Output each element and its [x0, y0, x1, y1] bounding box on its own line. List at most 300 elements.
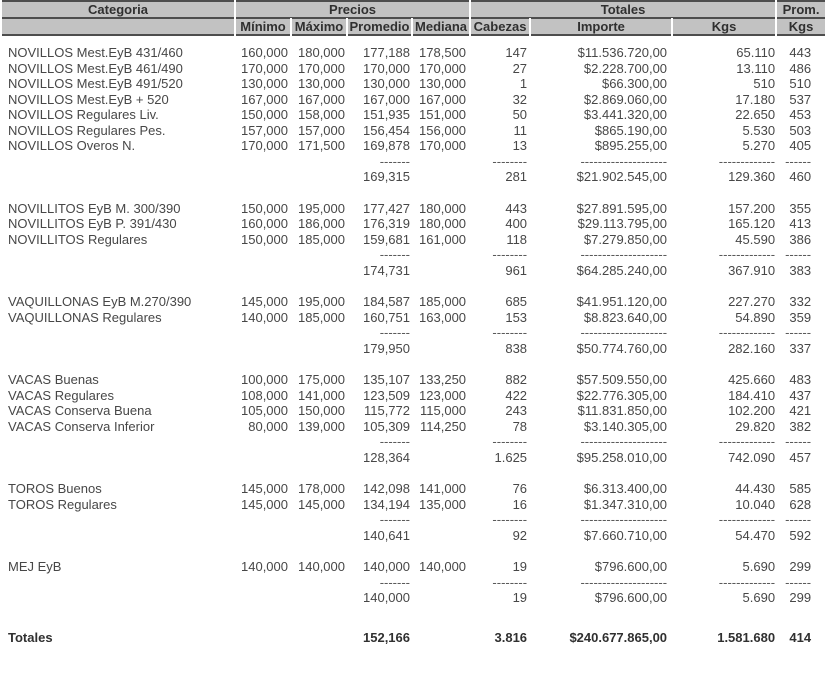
dash-prom_kgs: ------ — [785, 434, 812, 449]
dash-kgs: ------------- — [718, 434, 776, 449]
subtotal-kgs: 129.360 — [728, 169, 776, 184]
header-totales: Totales — [471, 0, 775, 18]
cell-categoria: VACAS Regulares — [8, 387, 114, 403]
cell-prom_kgs: 585 — [789, 481, 812, 496]
subtotal-promedio: 169,315 — [363, 169, 410, 184]
cell-mediana: 130,000 — [419, 76, 467, 91]
cell-importe: $11.831.850,00 — [577, 403, 668, 418]
header-precios: Precios — [236, 0, 469, 18]
dash-cabezas: -------- — [492, 434, 528, 449]
cell-minimo: 145,000 — [241, 294, 288, 309]
cell-categoria: TOROS Buenos — [8, 481, 102, 496]
cell-importe: $6.313.400,00 — [583, 481, 668, 496]
header-kgs: Kgs — [673, 18, 775, 36]
cell-maximo: 157,000 — [298, 122, 345, 138]
total-maximo — [292, 630, 346, 646]
dash-prom_kgs: ------ — [785, 574, 812, 590]
cell-importe: $895.255,00 — [594, 138, 668, 153]
cell-mediana: 133,250 — [419, 372, 467, 387]
dash-kgs: ------------- — [718, 574, 776, 590]
header-prom: Prom. — [777, 0, 825, 18]
table-row — [2, 107, 825, 123]
dash-cabezas: -------- — [492, 325, 528, 340]
cell-promedio: 142,098 — [363, 481, 410, 496]
cell-cabezas: 685 — [505, 294, 528, 309]
subtotal-kgs: 742.090 — [728, 449, 776, 465]
subtotal-minimo — [236, 169, 290, 185]
cell-categoria — [2, 325, 234, 341]
header-gap-row — [2, 36, 825, 45]
table-row — [2, 310, 825, 326]
subtotal-mediana — [413, 590, 469, 606]
spacer-cell — [2, 543, 825, 559]
cell-cabezas: 422 — [505, 387, 528, 403]
table-row — [2, 123, 825, 139]
cell-kgs: 10.040 — [735, 496, 776, 512]
cell-cabezas: 1 — [519, 76, 528, 91]
section-gap-row — [2, 356, 825, 372]
spacer-cell — [2, 606, 825, 622]
subtotal-row — [2, 341, 825, 357]
cell-promedio: 130,000 — [363, 76, 410, 91]
cell-prom_kgs: 421 — [789, 403, 812, 418]
cell-promedio: 105,309 — [363, 418, 410, 434]
dash-mediana — [413, 247, 469, 263]
cell-maximo: 139,000 — [298, 418, 345, 434]
header-maximo: Máximo — [292, 18, 346, 36]
spacer-cell — [2, 36, 825, 45]
table-row — [2, 419, 825, 435]
cell-promedio: 170,000 — [363, 60, 410, 76]
subtotal-importe: $7.660.710,00 — [583, 527, 668, 543]
dash-mediana — [413, 154, 469, 170]
cell-minimo: 160,000 — [241, 216, 288, 231]
cell-kgs: 45.590 — [735, 231, 776, 247]
dashes-row — [2, 575, 825, 591]
cell-cabezas: 13 — [512, 138, 528, 153]
cell-categoria — [2, 169, 234, 185]
table-row — [2, 403, 825, 419]
cell-categoria: NOVILLOS Mest.EyB 491/520 — [8, 76, 183, 91]
dash-prom_kgs: ------ — [785, 325, 812, 340]
cell-importe: $8.823.640,00 — [583, 309, 668, 325]
cell-minimo: 170,000 — [241, 60, 288, 76]
subtotal-prom_kgs: 337 — [789, 340, 812, 356]
cell-cabezas: 78 — [512, 418, 528, 434]
subtotal-minimo — [236, 341, 290, 357]
dash-maximo — [292, 154, 346, 170]
cell-importe: $3.441.320,00 — [583, 107, 668, 122]
cell-mediana: 180,000 — [419, 216, 467, 231]
cell-minimo: 150,000 — [241, 107, 288, 122]
subtotal-maximo — [292, 450, 346, 466]
dash-importe: -------------------- — [580, 325, 668, 340]
cell-categoria: VACAS Buenas — [8, 372, 99, 387]
cell-cabezas: 76 — [512, 481, 528, 496]
cell-importe: $66.300,00 — [601, 76, 668, 91]
table-row — [2, 201, 825, 217]
subtotal-row — [2, 450, 825, 466]
cell-importe: $29.113.795,00 — [577, 216, 668, 231]
header-prom-kgs: Kgs — [777, 18, 825, 36]
subtotal-maximo — [292, 341, 346, 357]
cell-categoria — [2, 434, 234, 450]
cell-minimo: 140,000 — [241, 309, 288, 325]
dash-promedio: ------- — [379, 512, 410, 527]
total-prom_kgs: 414 — [789, 629, 812, 645]
subtotal-mediana — [413, 169, 469, 185]
spacer-cell — [2, 465, 825, 481]
cell-maximo: 150,000 — [298, 403, 345, 418]
cell-mediana: 170,000 — [419, 60, 467, 76]
cell-maximo: 145,000 — [298, 496, 345, 512]
cell-mediana: 114,250 — [420, 418, 467, 434]
cell-cabezas: 147 — [505, 45, 528, 60]
dash-kgs: ------------- — [718, 153, 776, 169]
cell-prom_kgs: 537 — [789, 91, 812, 107]
table-row — [2, 388, 825, 404]
subtotal-row — [2, 528, 825, 544]
cell-importe: $1.347.310,00 — [583, 496, 668, 512]
header-categoria: Categoria — [2, 0, 234, 18]
dash-kgs: ------------- — [718, 512, 776, 527]
cell-mediana: 115,000 — [420, 403, 467, 418]
cell-prom_kgs: 382 — [789, 418, 812, 434]
subtotal-cabezas: 281 — [505, 169, 528, 184]
cell-promedio: 176,319 — [363, 216, 410, 231]
cell-categoria — [2, 341, 234, 357]
cell-kgs: 227.270 — [728, 294, 776, 309]
subtotal-row — [2, 169, 825, 185]
cell-importe: $865.190,00 — [594, 122, 668, 138]
cell-mediana: 135,000 — [419, 496, 467, 512]
cell-maximo: 175,000 — [298, 372, 345, 387]
cell-promedio: 156,454 — [363, 122, 410, 138]
cell-kgs: 425.660 — [728, 372, 776, 387]
cell-categoria — [2, 528, 234, 544]
cell-categoria — [2, 512, 234, 528]
cell-cabezas: 16 — [512, 496, 528, 512]
subtotal-cabezas: 1.625 — [494, 449, 528, 465]
cell-mediana: 180,000 — [419, 200, 467, 216]
dash-promedio: ------- — [379, 574, 410, 590]
dash-mediana — [413, 434, 469, 450]
subtotal-cabezas: 19 — [512, 590, 528, 605]
table-row — [2, 559, 825, 575]
cell-cabezas: 19 — [512, 559, 528, 574]
cell-promedio: 177,427 — [363, 200, 410, 216]
dash-maximo — [292, 434, 346, 450]
table-row — [2, 481, 825, 497]
subtotal-importe: $95.258.010,00 — [576, 449, 668, 465]
cell-prom_kgs: 483 — [789, 372, 812, 387]
total-mediana — [413, 630, 469, 646]
cell-promedio: 135,107 — [363, 372, 410, 387]
cell-minimo: 145,000 — [241, 481, 288, 496]
cell-cabezas: 400 — [505, 216, 528, 231]
cell-kgs: 13.110 — [736, 60, 776, 76]
cell-prom_kgs: 299 — [789, 559, 812, 574]
spacer-cell — [2, 278, 825, 294]
cell-importe: $11.536.720,00 — [577, 45, 668, 60]
cell-minimo: 150,000 — [241, 200, 288, 216]
dash-minimo — [236, 325, 290, 341]
cell-maximo: 195,000 — [298, 200, 345, 216]
cell-promedio: 184,587 — [363, 294, 410, 309]
dash-mediana — [413, 575, 469, 591]
cell-importe: $41.951.120,00 — [576, 294, 668, 309]
cell-mediana: 140,000 — [419, 559, 467, 574]
subtotal-row — [2, 263, 825, 279]
subtotal-mediana — [413, 341, 469, 357]
dash-prom_kgs: ------ — [785, 247, 812, 262]
subtotal-minimo — [236, 590, 290, 606]
cell-minimo: 140,000 — [241, 559, 288, 574]
cell-categoria — [2, 247, 234, 263]
dash-mediana — [413, 512, 469, 528]
dash-promedio: ------- — [379, 434, 410, 449]
cell-kgs: 54.890 — [735, 309, 776, 325]
cell-categoria: VAQUILLONAS EyB M.270/390 — [8, 294, 192, 309]
cell-prom_kgs: 359 — [789, 309, 812, 325]
pretotal-gap-row — [2, 622, 825, 630]
cell-minimo: 150,000 — [241, 231, 288, 247]
cell-minimo: 105,000 — [241, 403, 288, 418]
cell-minimo: 157,000 — [241, 122, 288, 138]
dash-importe: -------------------- — [580, 434, 668, 449]
subtotal-maximo — [292, 528, 346, 544]
cell-importe: $796.600,00 — [594, 559, 668, 574]
cell-categoria — [2, 263, 234, 279]
cell-maximo: 130,000 — [298, 76, 345, 91]
cell-minimo: 145,000 — [241, 496, 288, 512]
subtotal-prom_kgs: 460 — [789, 169, 812, 184]
cell-maximo: 178,000 — [298, 481, 345, 496]
dash-minimo — [236, 575, 290, 591]
cell-maximo: 140,000 — [298, 559, 345, 574]
cell-promedio: 115,772 — [363, 403, 410, 418]
header-cabezas: Cabezas — [471, 18, 529, 36]
subtotal-minimo — [236, 450, 290, 466]
cell-importe: $2.228.700,00 — [583, 60, 668, 76]
cell-importe: $22.776.305,00 — [576, 387, 668, 403]
subtotal-prom_kgs: 383 — [789, 262, 812, 278]
spacer-cell — [2, 356, 825, 372]
dash-minimo — [236, 154, 290, 170]
dashes-row — [2, 434, 825, 450]
cell-importe: $57.509.550,00 — [576, 372, 668, 387]
subtotal-cabezas: 838 — [505, 340, 528, 356]
subtotal-maximo — [292, 169, 346, 185]
totals-label: Totales — [8, 629, 53, 645]
cell-cabezas: 27 — [512, 60, 528, 76]
cell-mediana: 151,000 — [419, 107, 467, 122]
total-promedio: 152,166 — [363, 629, 410, 645]
cell-cabezas: 243 — [505, 403, 528, 418]
header-categoria-spacer — [2, 18, 234, 36]
total-cabezas: 3.816 — [494, 629, 528, 645]
section-gap-row — [2, 278, 825, 294]
cell-cabezas: 153 — [505, 309, 528, 325]
dash-cabezas: -------- — [492, 574, 528, 590]
cell-cabezas: 118 — [506, 231, 528, 247]
cell-mediana: 170,000 — [419, 138, 467, 153]
cell-prom_kgs: 355 — [789, 200, 812, 216]
cell-maximo: 185,000 — [298, 231, 345, 247]
header-minimo: Mínimo — [236, 18, 290, 36]
subtotal-kgs: 54.470 — [735, 527, 776, 543]
cell-mediana: 156,000 — [419, 122, 467, 138]
cell-categoria: VACAS Conserva Buena — [8, 403, 152, 418]
cell-mediana: 178,500 — [419, 45, 467, 60]
table-row — [2, 216, 825, 232]
cell-categoria — [2, 154, 234, 170]
subtotal-cabezas: 92 — [512, 527, 528, 543]
cell-importe: $27.891.595,00 — [576, 200, 668, 216]
table-body — [2, 36, 825, 645]
dash-mediana — [413, 325, 469, 341]
spacer-cell — [2, 622, 825, 630]
header-group-row — [2, 0, 825, 18]
dash-importe: -------------------- — [580, 574, 668, 590]
cell-categoria — [2, 590, 234, 606]
totals-row — [2, 630, 825, 646]
cell-categoria — [2, 450, 234, 466]
cell-categoria: NOVILLOS Mest.EyB 461/490 — [8, 60, 183, 76]
cell-kgs: 165.120 — [728, 216, 776, 231]
cell-cabezas: 50 — [512, 107, 528, 122]
dash-cabezas: -------- — [492, 153, 528, 169]
cell-cabezas: 443 — [505, 200, 528, 216]
subtotal-mediana — [413, 528, 469, 544]
dash-cabezas: -------- — [492, 512, 528, 527]
cell-mediana: 167,000 — [419, 91, 467, 107]
cell-prom_kgs: 628 — [789, 496, 812, 512]
cell-maximo: 141,000 — [298, 387, 345, 403]
subtotal-importe: $50.774.760,00 — [576, 340, 668, 356]
cell-minimo: 108,000 — [241, 387, 288, 403]
total-kgs: 1.581.680 — [717, 629, 776, 645]
dash-minimo — [236, 512, 290, 528]
cell-prom_kgs: 405 — [789, 138, 812, 153]
section-gap-row — [2, 543, 825, 559]
cell-prom_kgs: 510 — [789, 76, 812, 91]
dash-importe: -------------------- — [580, 247, 668, 262]
subtotal-promedio: 140,641 — [363, 527, 410, 543]
dashes-row — [2, 512, 825, 528]
subtotal-promedio: 174,731 — [363, 262, 410, 278]
cell-importe: $2.869.060,00 — [583, 91, 668, 107]
cell-kgs: 5.270 — [742, 138, 776, 153]
table-row — [2, 372, 825, 388]
header-sub-row — [2, 18, 825, 36]
cell-prom_kgs: 503 — [789, 122, 812, 138]
subtotal-importe: $21.902.545,00 — [576, 169, 668, 184]
dashes-row — [2, 247, 825, 263]
cell-cabezas: 32 — [512, 91, 528, 107]
cell-minimo: 80,000 — [248, 418, 288, 434]
table-row — [2, 294, 825, 310]
cell-prom_kgs: 332 — [789, 294, 812, 309]
cell-prom_kgs: 443 — [789, 45, 812, 60]
cell-promedio: 140,000 — [363, 559, 410, 574]
cell-minimo: 167,000 — [241, 91, 288, 107]
subtotal-promedio: 179,950 — [363, 340, 410, 356]
cell-minimo: 170,000 — [241, 138, 288, 153]
table-row — [2, 92, 825, 108]
cell-kgs: 44.430 — [735, 481, 776, 496]
cell-mediana: 123,000 — [419, 387, 467, 403]
cell-maximo: 171,500 — [298, 138, 345, 153]
dash-importe: -------------------- — [580, 153, 668, 169]
cell-prom_kgs: 386 — [789, 231, 812, 247]
dashes-row — [2, 325, 825, 341]
cell-maximo: 180,000 — [298, 45, 345, 60]
cell-promedio: 169,878 — [363, 138, 410, 153]
subtotal-minimo — [236, 528, 290, 544]
table-row — [2, 497, 825, 513]
cell-kgs: 17.180 — [735, 91, 776, 107]
cell-minimo: 100,000 — [241, 372, 288, 387]
cell-categoria: NOVILLOS Mest.EyB + 520 — [8, 91, 169, 107]
cell-kgs: 65.110 — [736, 45, 776, 60]
cell-promedio: 177,188 — [363, 45, 410, 60]
table-row — [2, 232, 825, 248]
dash-kgs: ------------- — [718, 325, 776, 340]
header-mediana: Mediana — [413, 18, 469, 36]
cell-categoria: NOVILLITOS Regulares — [8, 231, 148, 247]
cell-maximo: 195,000 — [298, 294, 345, 309]
cell-cabezas: 11 — [513, 122, 528, 138]
table-row — [2, 45, 825, 61]
dash-minimo — [236, 247, 290, 263]
cell-categoria: MEJ EyB — [8, 559, 62, 574]
cell-categoria: NOVILLITOS EyB P. 391/430 — [8, 216, 177, 231]
cell-cabezas: 882 — [505, 372, 528, 387]
table-header — [2, 0, 825, 36]
section-gap-row — [2, 606, 825, 622]
subtotal-importe: $64.285.240,00 — [576, 262, 668, 278]
cell-kgs: 510 — [753, 76, 776, 91]
cell-categoria: NOVILLOS Overos N. — [8, 138, 136, 153]
cell-kgs: 157.200 — [728, 200, 776, 216]
dash-promedio: ------- — [379, 153, 410, 169]
cell-categoria: VACAS Conserva Inferior — [8, 418, 155, 434]
cell-promedio: 160,751 — [363, 309, 410, 325]
cell-mediana: 185,000 — [419, 294, 467, 309]
dash-cabezas: -------- — [492, 247, 528, 262]
cell-promedio: 151,935 — [363, 107, 410, 122]
cell-prom_kgs: 413 — [789, 216, 812, 231]
cell-maximo: 158,000 — [298, 107, 345, 122]
total-minimo — [236, 630, 290, 646]
table-row — [2, 76, 825, 92]
subtotal-kgs: 282.160 — [728, 340, 776, 356]
cell-mediana: 163,000 — [419, 309, 467, 325]
total-importe: $240.677.865,00 — [569, 629, 668, 645]
subtotal-prom_kgs: 299 — [789, 590, 812, 605]
cell-categoria: NOVILLITOS EyB M. 300/390 — [8, 200, 181, 216]
subtotal-importe: $796.600,00 — [594, 590, 668, 605]
spacer-cell — [2, 185, 825, 201]
dash-promedio: ------- — [379, 247, 410, 262]
cell-maximo: 186,000 — [298, 216, 345, 231]
cell-categoria: NOVILLOS Regulares Liv. — [8, 107, 159, 122]
dashes-row — [2, 154, 825, 170]
cell-mediana: 161,000 — [419, 231, 467, 247]
cell-maximo: 167,000 — [298, 91, 345, 107]
cell-promedio: 134,194 — [363, 496, 410, 512]
